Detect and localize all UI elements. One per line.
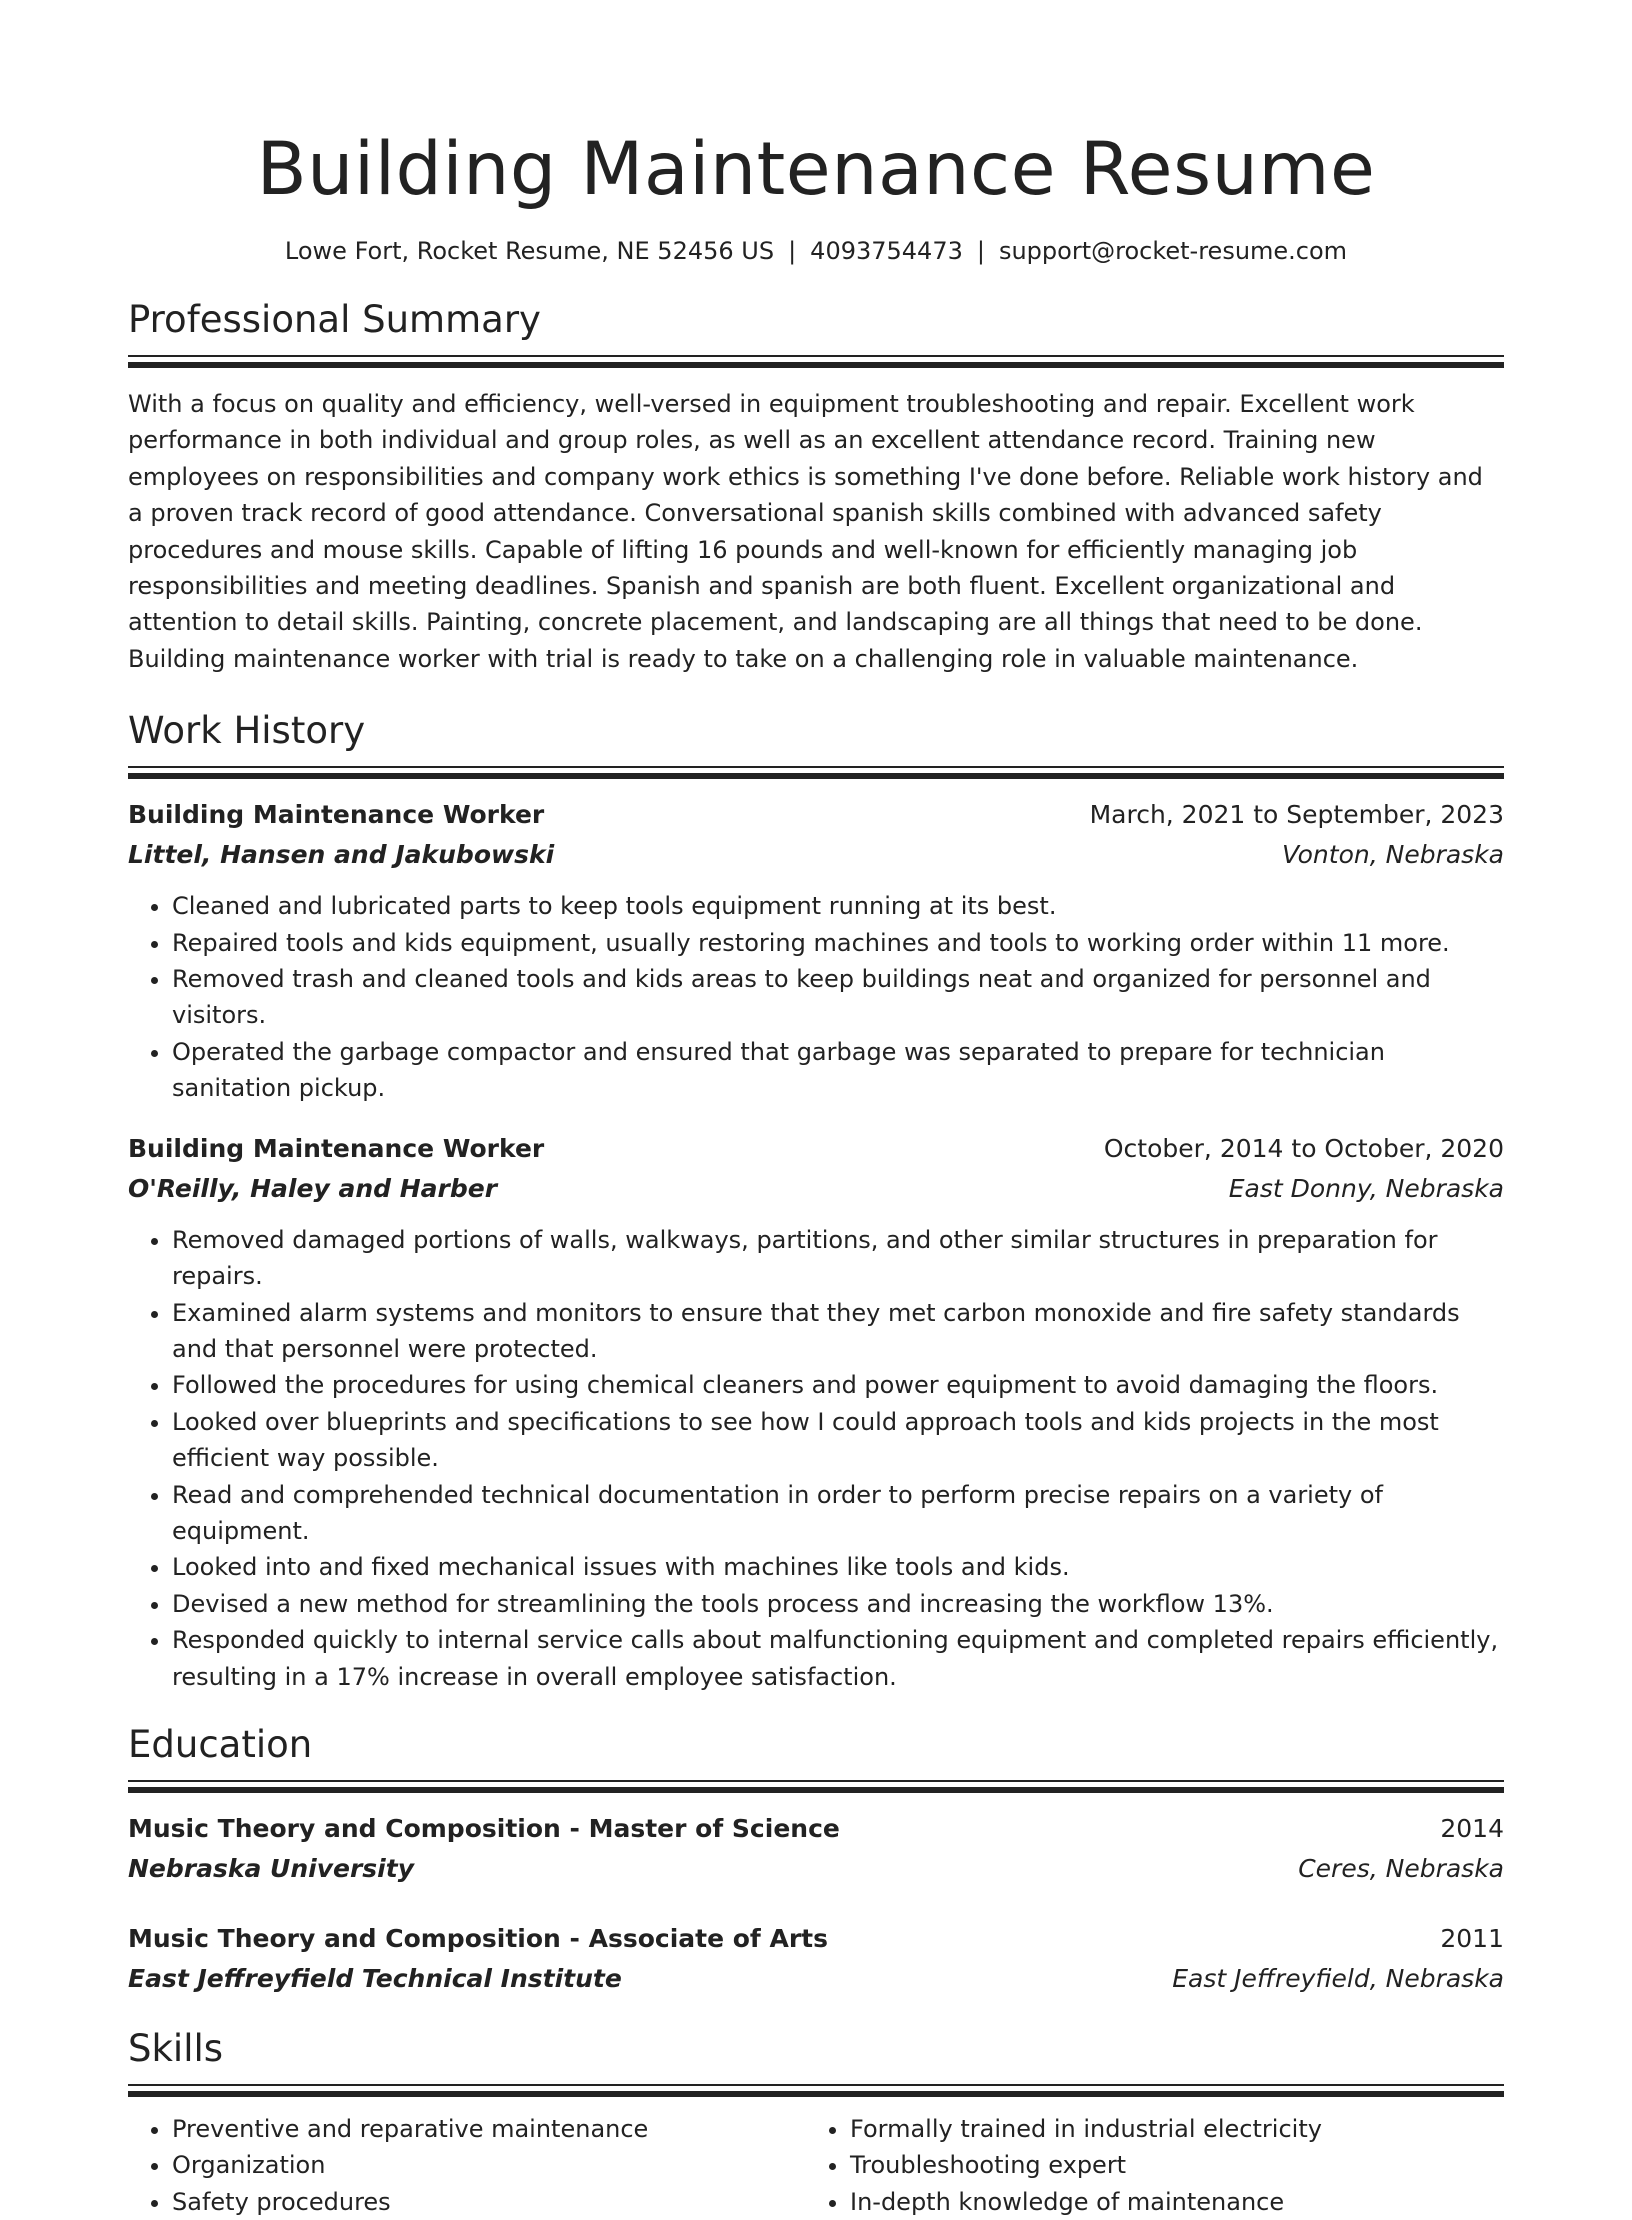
school-location: East Jeffreyfield, Nebraska bbox=[1172, 1963, 1504, 1993]
skill-item: • In-depth knowledge of maintenance bbox=[850, 2184, 1484, 2220]
job-entry bbox=[128, 795, 1504, 1106]
education-year: 2014 bbox=[1440, 1813, 1504, 1843]
list-item: • Looked over blueprints and specifications to see how I could approach tools and kids projects in the most efficient way possible. bbox=[172, 1404, 1504, 1477]
section-divider bbox=[128, 766, 1504, 779]
job-dates: October, 2014 to October, 2020 bbox=[1103, 1133, 1504, 1163]
list-item: • Removed trash and cleaned tools and kids areas to keep buildings neat and organized for personnel and visitors. bbox=[172, 961, 1504, 1034]
education-year: 2011 bbox=[1440, 1923, 1504, 1953]
job-title: Building Maintenance Worker bbox=[128, 800, 545, 830]
school-name: East Jeffreyfield Technical Institute bbox=[128, 1963, 622, 1993]
job-location: East Donny, Nebraska bbox=[1228, 1173, 1504, 1203]
job-entry bbox=[128, 1129, 1504, 1695]
skill-item: • Troubleshooting expert bbox=[850, 2147, 1484, 2183]
list-item: • Examined alarm systems and monitors to ensure that they met carbon monoxide and fire safety standards and that personnel were protected. bbox=[172, 1295, 1504, 1368]
section-heading: Skills bbox=[128, 2026, 224, 2070]
education-entry bbox=[128, 1919, 1504, 1999]
education-section bbox=[128, 1721, 1504, 1999]
skills-section bbox=[128, 2025, 1504, 2220]
skills-grid bbox=[128, 2111, 1504, 2220]
list-item: • Removed damaged portions of walls, walkways, partitions, and other similar structures in preparation for repairs. bbox=[172, 1222, 1504, 1295]
skills-column-left bbox=[128, 2111, 806, 2220]
contact-line bbox=[128, 234, 1504, 268]
contact-separator: | bbox=[976, 237, 985, 265]
resume-page bbox=[128, 0, 1504, 2220]
job-location: Vonton, Nebraska bbox=[1282, 840, 1504, 870]
skills-column-right bbox=[806, 2111, 1484, 2220]
contact-address: Lowe Fort, Rocket Resume, NE 52456 US bbox=[284, 237, 775, 265]
degree-title: Music Theory and Composition - Master of Science bbox=[128, 1813, 840, 1843]
company-name: O'Reilly, Haley and Harber bbox=[128, 1173, 498, 1203]
school-location: Ceres, Nebraska bbox=[1298, 1853, 1504, 1883]
list-item: • Repaired tools and kids equipment, usually restoring machines and tools to working order within 11 more. bbox=[172, 925, 1504, 961]
contact-phone: 4093754473 bbox=[810, 237, 963, 265]
skill-item: • Safety procedures bbox=[172, 2184, 806, 2220]
contact-email: support@rocket-resume.com bbox=[998, 237, 1348, 265]
section-divider bbox=[128, 2084, 1504, 2097]
job-title: Building Maintenance Worker bbox=[128, 1133, 545, 1163]
skill-item: • Organization bbox=[172, 2147, 806, 2183]
section-heading: Education bbox=[128, 1722, 313, 1766]
list-item: • Looked into and fixed mechanical issues with machines like tools and kids. bbox=[172, 1549, 1504, 1585]
section-divider bbox=[128, 355, 1504, 368]
list-item: • Responded quickly to internal service calls about malfunctioning equipment and completed repairs efficiently, resulting in a 17% increase in overall employee satisfaction. bbox=[172, 1622, 1504, 1695]
summary-text: With a focus on quality and efficiency, well-versed in equipment troubleshooting and repair. Excellent work performance in both individual and group roles, as well as an excellent attendance record. Training new employees on responsibilities and company work ethics is something I've done before. Reliable work history and a proven track record of good attendance. Conversational spanish skills combined with advanced safety procedures and mouse skills. Capable of lifting 16 pounds and well-known for efficiently managing job responsibilities and meeting deadlines. Spanish and spanish are both fluent. Excellent organizational and attention to detail skills. Painting, concrete placement, and landscaping are all things that need to be done. Building maintenance worker with trial is ready to take on a challenging role in valuable maintenance. bbox=[128, 390, 1483, 673]
resume-name: Building Maintenance Resume bbox=[256, 127, 1376, 212]
school-name: Nebraska University bbox=[128, 1853, 414, 1883]
education-entry bbox=[128, 1809, 1504, 1889]
list-item: • Followed the procedures for using chemical cleaners and power equipment to avoid damaging the floors. bbox=[172, 1367, 1504, 1403]
company-name: Littel, Hansen and Jakubowski bbox=[128, 840, 555, 870]
degree-title: Music Theory and Composition - Associate of Arts bbox=[128, 1923, 829, 1953]
skill-item: • Preventive and reparative maintenance bbox=[172, 2111, 806, 2147]
list-item: • Operated the garbage compactor and ensured that garbage was separated to prepare for technician sanitation pickup. bbox=[172, 1034, 1504, 1107]
work-history-section bbox=[128, 707, 1504, 1695]
job-dates: March, 2021 to September, 2023 bbox=[1089, 800, 1504, 830]
list-item: • Read and comprehended technical documentation in order to perform precise repairs on a variety of equipment. bbox=[172, 1477, 1504, 1550]
section-heading: Professional Summary bbox=[128, 298, 541, 341]
section-heading: Work History bbox=[128, 709, 366, 753]
job-bullets bbox=[128, 888, 1504, 1106]
list-item: • Devised a new method for streamlining the tools process and increasing the workflow 13%. bbox=[172, 1586, 1504, 1622]
summary-section bbox=[128, 296, 1504, 677]
section-divider bbox=[128, 1780, 1504, 1793]
skill-item: • Formally trained in industrial electricity bbox=[850, 2111, 1484, 2147]
list-item: • Cleaned and lubricated parts to keep tools equipment running at its best. bbox=[172, 888, 1504, 924]
job-bullets bbox=[128, 1222, 1504, 1695]
contact-separator: | bbox=[788, 237, 797, 265]
